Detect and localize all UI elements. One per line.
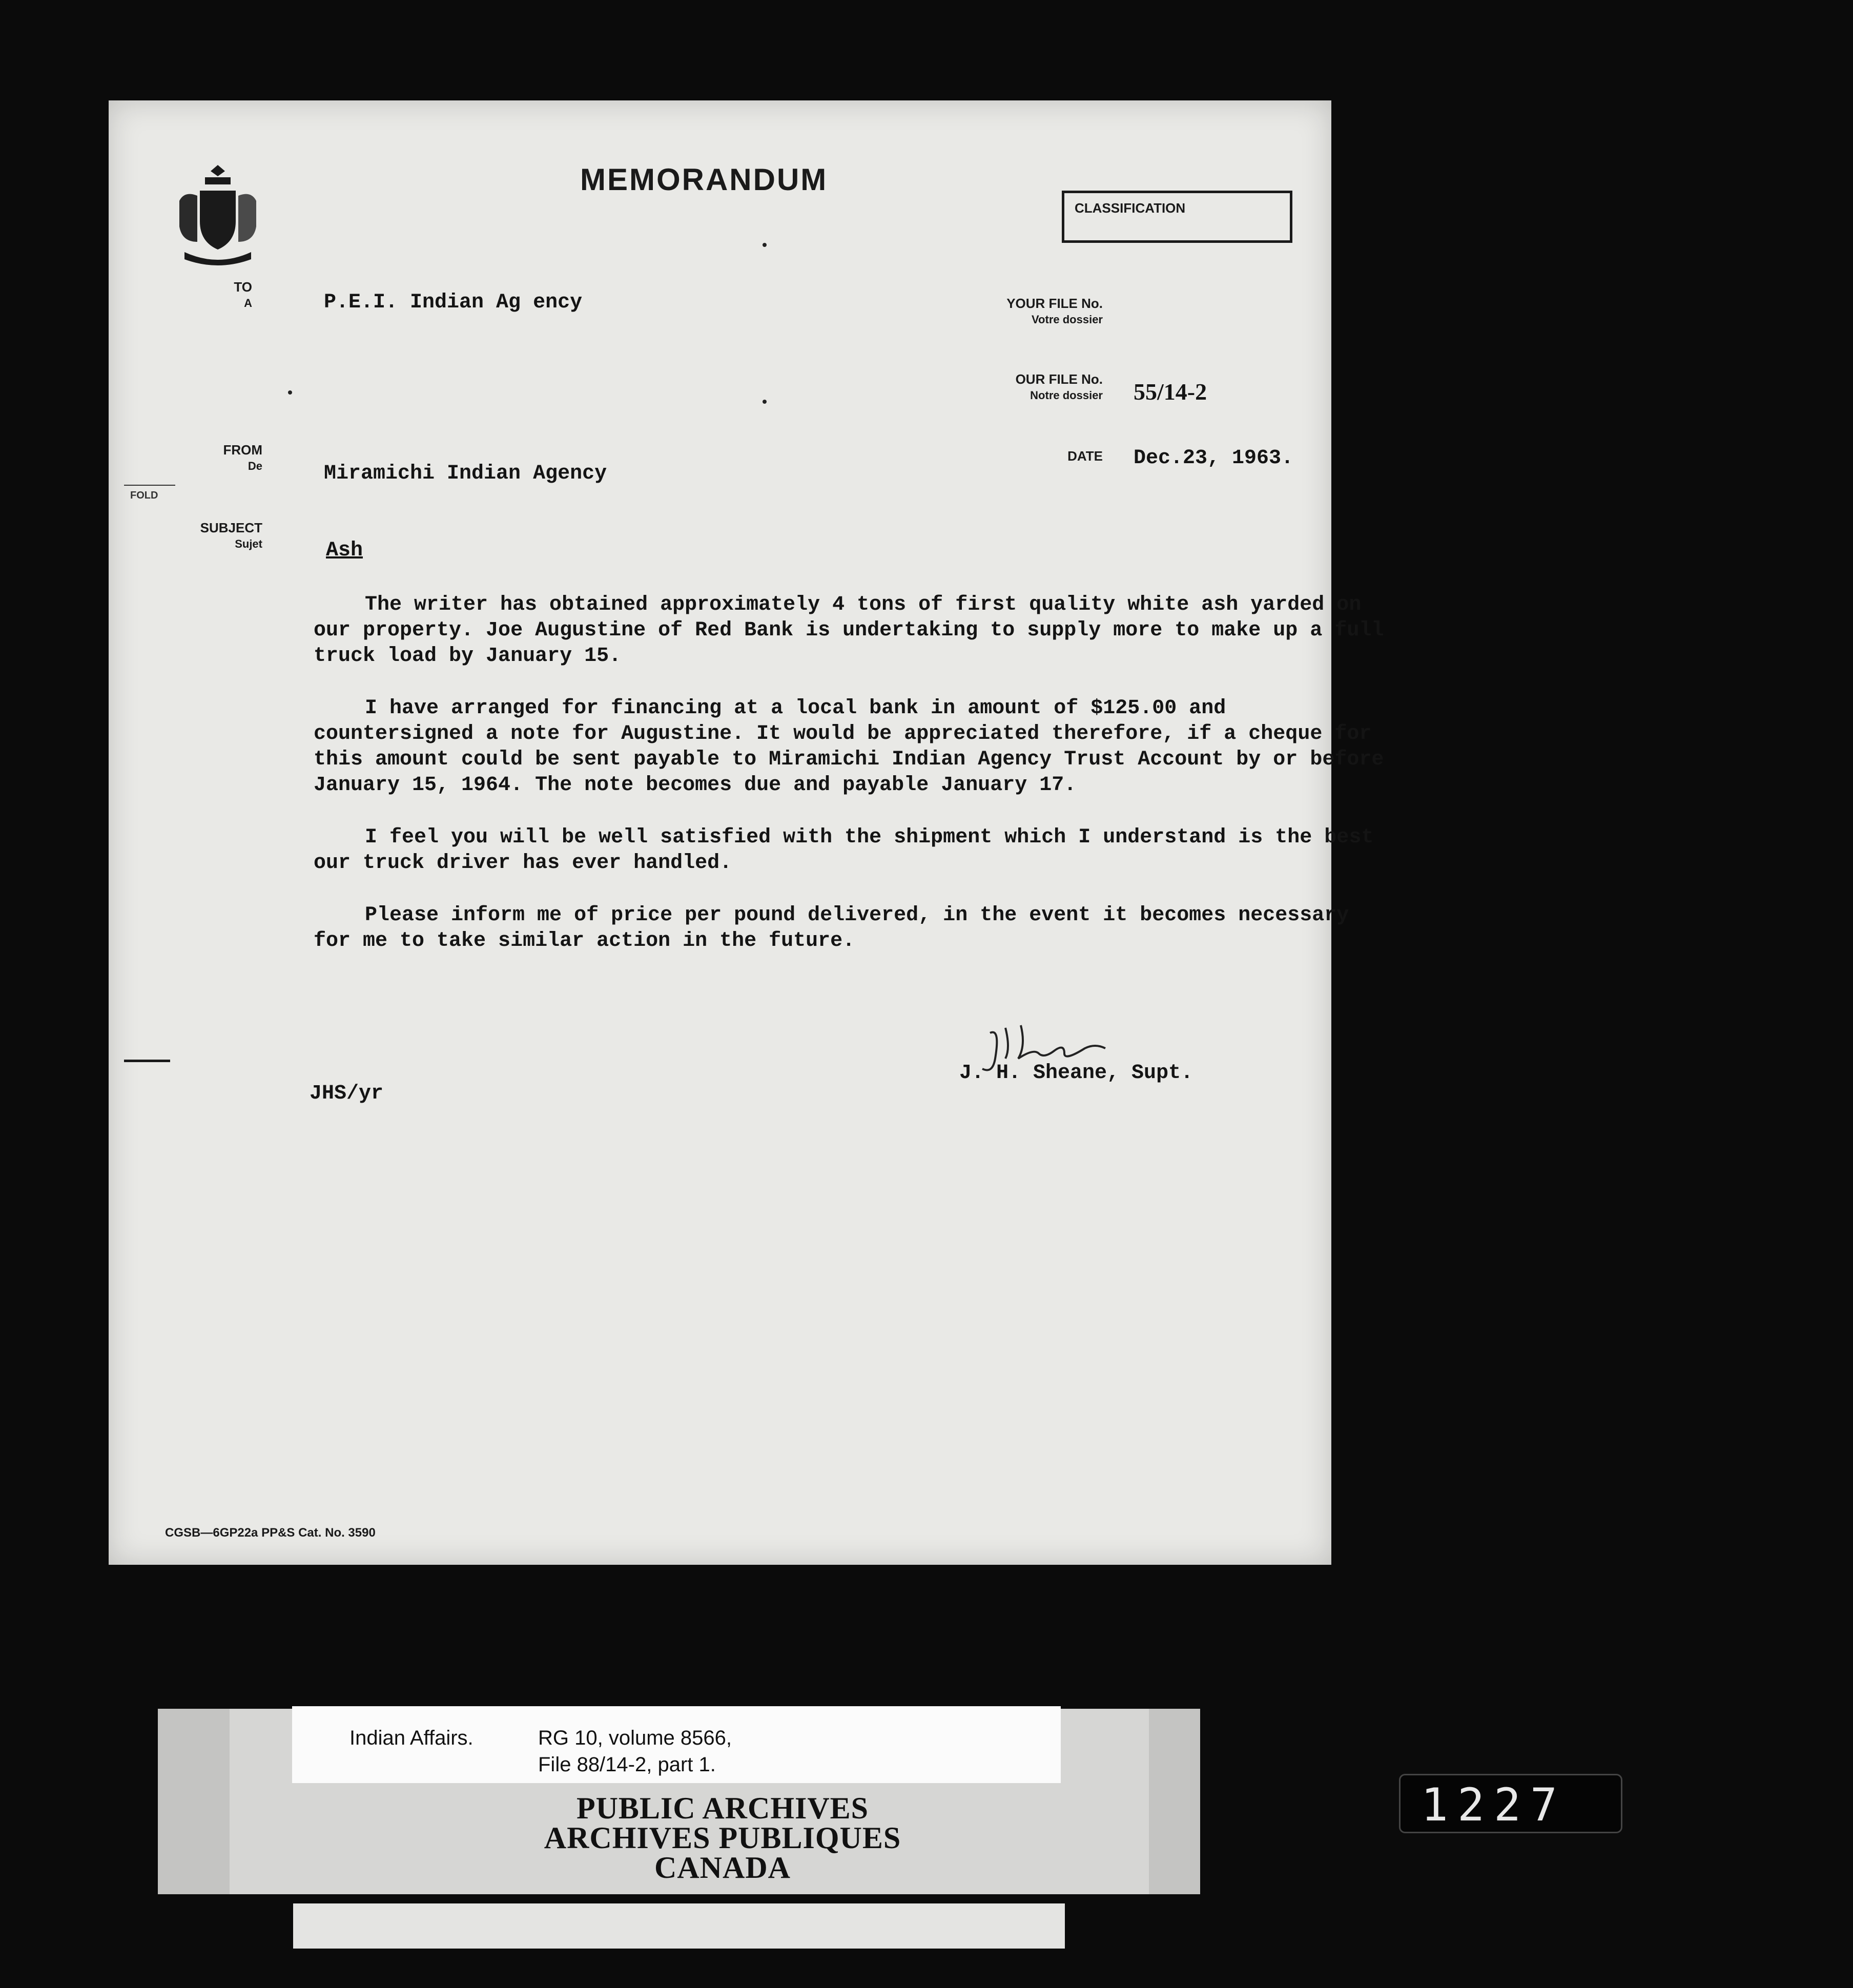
archive-stamp [441,1791,1004,1885]
subject-label: SUBJECT Sujet [200,520,262,550]
our-file-label: OUR FILE No. Notre dossier [1015,371,1103,402]
memo-page [109,100,1384,1565]
label-department: Indian Affairs. [349,1727,473,1749]
your-file-label: YOUR FILE No. Votre dossier [1006,296,1103,326]
signature-name: J. H. Sheane, Supt. [959,1062,1193,1085]
date-label: DATE [1067,448,1103,464]
label-line2: File 88/14-2, part 1. [538,1753,716,1776]
classification-box [1062,191,1292,243]
to-label: TO A [234,279,252,309]
stamp-line: CANADA [654,1851,791,1885]
speck [763,400,767,404]
speck [763,243,767,247]
initials: JHS/yr [310,1082,384,1105]
from-value: Miramichi Indian Agency [324,462,607,485]
stamp-line: PUBLIC ARCHIVES [576,1791,869,1825]
plate-edge [1149,1709,1200,1894]
classification-label: CLASSIFICATION [1075,200,1186,216]
memo-body [314,592,1390,981]
stamp-line: ARCHIVES PUBLIQUES [544,1821,901,1855]
paragraph: The writer has obtained approximately 4 tons of first quality white ash yarded on our property. Joe Augustine of Red Bank is undertaking to supply more to make up a full truck load by January 15. [314,593,1384,668]
plate-edge [158,1709,230,1894]
frame-counter [1399,1774,1622,1833]
catalog-number: CGSB—6GP22a PP&S Cat. No. 3590 [165,1526,376,1540]
coat-of-arms-icon [169,160,266,267]
from-label: FROM De [223,442,262,472]
archive-label-card [292,1706,1061,1783]
speck [288,390,292,395]
paragraph: Please inform me of price per pound delivered, in the event it becomes necessary for me to take similar action in the future. [314,904,1349,952]
our-file-value: 55/14-2 [1134,379,1207,405]
subject-value: Ash [326,539,363,562]
paragraph: I feel you will be well satisfied with the shipment which I understand is the best our truck driver has ever handled. [314,826,1374,875]
fold-mark [124,485,175,486]
fold-label: FOLD [130,490,158,501]
to-value: P.E.I. Indian Ag ency [324,291,583,314]
margin-dash [124,1060,170,1062]
date-value: Dec.23, 1963. [1134,447,1294,470]
memo-title: MEMORANDUM [580,162,828,197]
label-line1: RG 10, volume 8566, [538,1727,732,1749]
paragraph: I have arranged for financing at a local bank in amount of $125.00 and countersigned a note for Augustine. It would be appreciated therefore, if a cheque for this amount could be sent payable to Miramichi Indian Agency Trust Account by or before January 15, 1964. The note becomes due and payable January 17. [314,697,1384,797]
frame-number: 1227 [1421,1778,1567,1831]
bottom-strip [293,1903,1065,1949]
